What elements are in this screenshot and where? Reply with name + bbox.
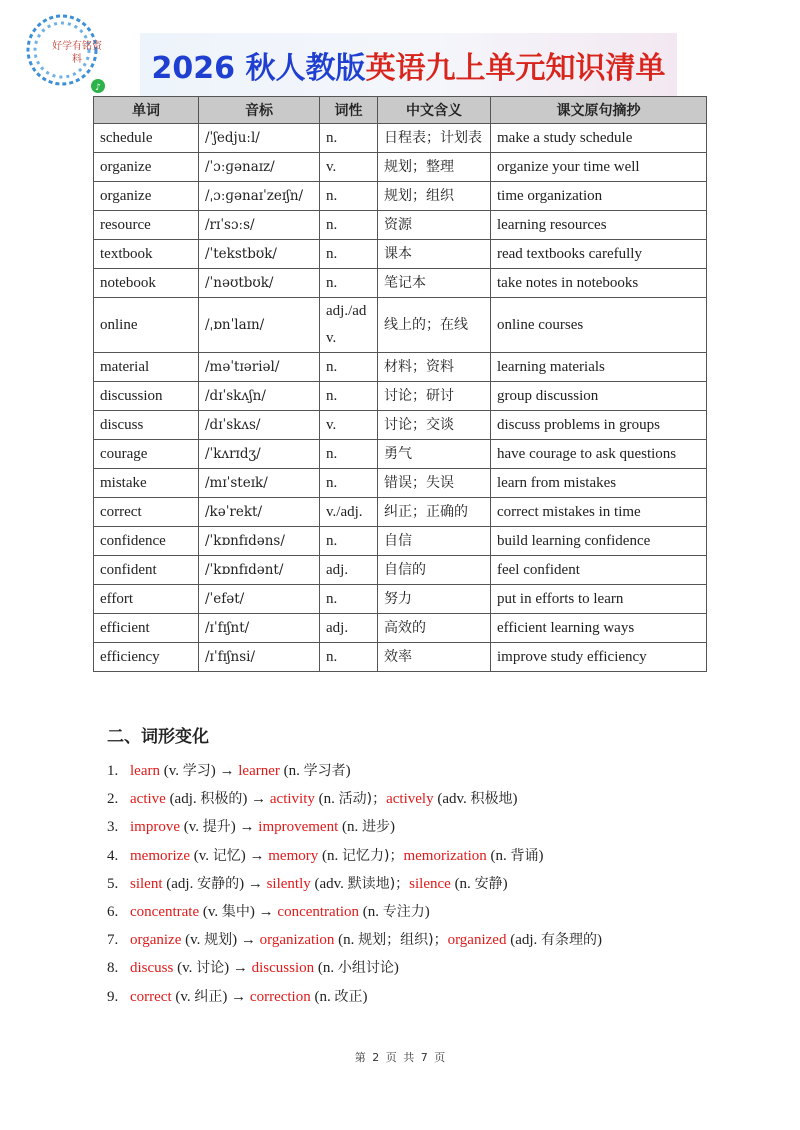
word-form-note: 规划 [204, 932, 233, 949]
table-row [94, 498, 707, 527]
table-row [94, 527, 707, 556]
word-form-term: discuss [130, 960, 174, 977]
word-cell: confident [94, 556, 199, 585]
table-row [94, 240, 707, 269]
pos-cell: n. [320, 182, 378, 211]
title-part-3: 单元知识清单 [485, 51, 666, 86]
page-title [152, 43, 666, 87]
example-cell: read textbooks carefully [491, 240, 707, 269]
phonetic-cell: /ɪˈfɪʃnsi/ [199, 643, 320, 672]
word-cell: efficient [94, 614, 199, 643]
word-cell: notebook [94, 269, 199, 298]
title-part-1: 2026 秋人教版 [151, 51, 366, 86]
meaning-cell: 讨论；交谈 [378, 411, 491, 440]
word-form-term: active [130, 791, 166, 808]
word-form-note: (adj. [162, 875, 198, 892]
phonetic-cell: /rɪˈsɔːs/ [199, 211, 320, 240]
word-form-term: memorization [403, 847, 487, 864]
word-form-note: ) [538, 847, 544, 864]
meaning-cell: 错误；失误 [378, 469, 491, 498]
list-item-number: 4. [107, 847, 119, 864]
list-item-number: 3. [107, 819, 119, 836]
list-item [107, 983, 747, 1011]
meaning-cell: 自信 [378, 527, 491, 556]
pos-cell: adj. [320, 556, 378, 585]
word-form-note: 规划；组织 [358, 932, 429, 949]
word-form-note: 安静 [474, 875, 503, 892]
phonetic-cell: /ˈʃedjuːl/ [199, 124, 320, 153]
phonetic-cell: /ˈkɒnfɪdənt/ [199, 556, 320, 585]
pos-cell: n. [320, 269, 378, 298]
list-item-number: 6. [107, 903, 119, 920]
list-item [107, 926, 747, 954]
word-form-note: (n. [338, 819, 363, 836]
word-cell: textbook [94, 240, 199, 269]
word-form-term: organization [259, 932, 335, 949]
example-cell: make a study schedule [491, 124, 707, 153]
word-form-note: (adv. [433, 791, 471, 808]
table-row [94, 643, 707, 672]
word-form-note: )； [384, 847, 404, 864]
word-form-term: learner [238, 763, 280, 779]
word-form-note: (n. [279, 763, 304, 779]
word-form-note: 提升 [202, 819, 231, 836]
word-form-term: improvement [258, 819, 339, 836]
pos-cell: v. [320, 153, 378, 182]
word-form-note: (v. [189, 847, 213, 864]
phonetic-cell: /ˈefət/ [199, 585, 320, 614]
word-form-note: (v. [181, 932, 205, 949]
word-form-note: 积极的 [200, 791, 243, 808]
word-form-note: 背诵 [510, 847, 539, 864]
title-banner [140, 33, 677, 97]
word-cell: discussion [94, 382, 199, 411]
word-form-note: 改正 [334, 988, 363, 1005]
word-form-note: 记忆 [212, 847, 241, 864]
word-cell: efficiency [94, 643, 199, 672]
meaning-cell: 日程表；计划表 [378, 124, 491, 153]
word-form-term: memorize [130, 847, 190, 864]
word-form-term: improve [130, 819, 180, 836]
word-form-note: )； [389, 875, 410, 892]
example-cell: have courage to ask questions [491, 440, 707, 469]
word-form-note: 活动 [338, 791, 367, 808]
word-cell: organize [94, 153, 199, 182]
word-form-term: silence [409, 875, 451, 892]
word-form-term: organize [130, 932, 182, 949]
table-row [94, 298, 707, 353]
word-form-note: (adj. [165, 791, 201, 808]
word-form-note: 记忆力 [342, 847, 385, 864]
table-row [94, 211, 707, 240]
word-cell: schedule [94, 124, 199, 153]
word-form-note: ) → [224, 960, 252, 977]
list-item-number: 8. [107, 960, 119, 977]
word-form-note: (v. [199, 903, 222, 920]
pos-cell: n. [320, 527, 378, 556]
header-word: 单词 [94, 97, 199, 124]
list-item-number: 2. [107, 791, 119, 808]
word-cell: discuss [94, 411, 199, 440]
word-form-term: concentrate [130, 903, 200, 920]
word-cell: online [94, 298, 199, 353]
list-item [107, 842, 747, 870]
word-form-note: (n. [334, 932, 359, 949]
pos-cell: n. [320, 353, 378, 382]
phonetic-cell: /ɪˈfɪʃnt/ [199, 614, 320, 643]
example-cell: put in efforts to learn [491, 585, 707, 614]
phonetic-cell: /ˈkɒnfɪdəns/ [199, 527, 320, 556]
word-cell: correct [94, 498, 199, 527]
logo [16, 8, 116, 94]
example-cell: improve study efficiency [491, 643, 707, 672]
word-form-note: ) [502, 875, 508, 892]
list-item [107, 954, 747, 982]
meaning-cell: 勇气 [378, 440, 491, 469]
example-cell: online courses [491, 298, 707, 353]
word-form-note: ) → [239, 875, 267, 892]
vocabulary-table [93, 96, 707, 672]
word-form-note: )； [428, 932, 448, 949]
word-form-note: 默读地 [347, 875, 390, 892]
word-form-term: memory [268, 847, 319, 864]
word-cell: organize [94, 182, 199, 211]
table-row [94, 585, 707, 614]
phonetic-cell: /ˌɒnˈlaɪn/ [199, 298, 320, 353]
meaning-cell: 规划；整理 [378, 153, 491, 182]
word-form-term: organized [447, 932, 507, 949]
meaning-cell: 自信的 [378, 556, 491, 585]
example-cell: build learning confidence [491, 527, 707, 556]
example-cell: group discussion [491, 382, 707, 411]
phonetic-cell: /mɪˈsteɪk/ [199, 469, 320, 498]
word-form-term: concentration [277, 903, 360, 920]
word-form-note: ) [512, 791, 518, 808]
word-form-note: 纠正 [194, 988, 223, 1005]
example-cell: feel confident [491, 556, 707, 585]
word-form-term: actively [386, 791, 434, 808]
list-item-number: 5. [107, 875, 119, 892]
table-row [94, 469, 707, 498]
word-form-note: ) [393, 960, 399, 977]
word-form-term: correction [249, 988, 311, 1005]
example-cell: organize your time well [491, 153, 707, 182]
table-row [94, 124, 707, 153]
header-meaning: 中文含义 [378, 97, 491, 124]
svg-text:♪: ♪ [95, 83, 101, 93]
table-row [94, 153, 707, 182]
word-form-note: (n. [310, 988, 335, 1005]
pos-cell: n. [320, 382, 378, 411]
example-cell: learning materials [491, 353, 707, 382]
phonetic-cell: /dɪˈskʌʃn/ [199, 382, 320, 411]
pos-cell: n. [320, 440, 378, 469]
word-form-note: (adv. [310, 875, 348, 892]
phonetic-cell: /ˌɔːɡənaɪˈzeɪʃn/ [199, 182, 320, 211]
example-cell: correct mistakes in time [491, 498, 707, 527]
word-form-note: ) [362, 988, 368, 1005]
phonetic-cell: /kəˈrekt/ [199, 498, 320, 527]
list-item-number: 9. [107, 988, 119, 1005]
pos-cell: n. [320, 643, 378, 672]
phonetic-cell: /ˈɔːɡənaɪz/ [199, 153, 320, 182]
phonetic-cell: /dɪˈskʌs/ [199, 411, 320, 440]
table-row [94, 440, 707, 469]
phonetic-cell: /ˈtekstbʊk/ [199, 240, 320, 269]
logo-text: 好学有铭资料 [52, 41, 102, 65]
word-cell: courage [94, 440, 199, 469]
word-form-note: ) → [240, 847, 269, 864]
word-cell: resource [94, 211, 199, 240]
header-example: 课文原句摘抄 [491, 97, 707, 124]
word-form-term: silent [130, 875, 163, 892]
pos-cell: n. [320, 124, 378, 153]
word-form-note: 积极地 [470, 791, 513, 808]
word-form-note: 专注力 [382, 903, 425, 920]
example-cell: learn from mistakes [491, 469, 707, 498]
header-pos: 词性 [320, 97, 378, 124]
phonetic-cell: /ˈkʌrɪdʒ/ [199, 440, 320, 469]
list-item-number: 1. [107, 763, 119, 779]
word-form-note: ) → [222, 988, 250, 1005]
word-form-note: ) [390, 819, 396, 836]
table-row [94, 614, 707, 643]
word-form-note: ) [345, 763, 351, 779]
word-form-note: ) → [232, 932, 260, 949]
word-form-note: 学习者 [303, 763, 346, 779]
pos-cell: v./adj. [320, 498, 378, 527]
pos-cell: n. [320, 211, 378, 240]
word-form-note: (n. [314, 791, 339, 808]
section-title-word-forms: 二、词形变化 [107, 727, 209, 747]
example-cell: discuss problems in groups [491, 411, 707, 440]
table-body [94, 124, 707, 672]
word-form-term: learn [130, 763, 160, 779]
example-cell: learning resources [491, 211, 707, 240]
meaning-cell: 努力 [378, 585, 491, 614]
word-form-note: )； [366, 791, 387, 808]
meaning-cell: 讨论；研讨 [378, 382, 491, 411]
title-part-2: 英语九上 [365, 51, 486, 86]
word-form-note: (n. [450, 875, 475, 892]
word-form-note: (n. [318, 847, 343, 864]
word-cell: mistake [94, 469, 199, 498]
phonetic-cell: /ˈnəʊtbʊk/ [199, 269, 320, 298]
meaning-cell: 效率 [378, 643, 491, 672]
meaning-cell: 资源 [378, 211, 491, 240]
word-form-term: correct [130, 988, 172, 1005]
word-form-note: (v. [159, 763, 183, 779]
pos-cell: n. [320, 585, 378, 614]
meaning-cell: 课本 [378, 240, 491, 269]
word-cell: material [94, 353, 199, 382]
meaning-cell: 规划；组织 [378, 182, 491, 211]
word-form-note: ) → [249, 903, 278, 920]
word-form-note: (adj. [506, 932, 542, 949]
table-row [94, 353, 707, 382]
list-item [107, 898, 747, 926]
list-item-number: 7. [107, 932, 119, 949]
pos-cell: n. [320, 469, 378, 498]
word-form-note: (n. [314, 960, 338, 977]
meaning-cell: 高效的 [378, 614, 491, 643]
word-form-note: 讨论 [196, 960, 225, 977]
word-form-term: discussion [251, 960, 315, 977]
meaning-cell: 线上的；在线 [378, 298, 491, 353]
pos-cell: adj./adv. [320, 298, 378, 353]
word-form-note: ) [424, 903, 430, 920]
word-form-note: (v. [180, 819, 203, 836]
list-item [107, 785, 747, 813]
meaning-cell: 纠正；正确的 [378, 498, 491, 527]
word-form-note: ) [597, 932, 603, 949]
pos-cell: n. [320, 240, 378, 269]
header-phonetic: 音标 [199, 97, 320, 124]
word-form-note: (v. [173, 960, 197, 977]
pos-cell: adj. [320, 614, 378, 643]
word-form-note: (n. [486, 847, 511, 864]
example-cell: take notes in notebooks [491, 269, 707, 298]
table-header-row [94, 97, 707, 124]
word-form-note: 安静的 [197, 875, 240, 892]
word-form-note: 进步 [362, 819, 391, 836]
meaning-cell: 笔记本 [378, 269, 491, 298]
word-cell: confidence [94, 527, 199, 556]
page-footer: 第 2 页 共 7 页 [354, 1051, 446, 1064]
table-row [94, 411, 707, 440]
word-cell: effort [94, 585, 199, 614]
list-item [107, 757, 747, 785]
word-forms-list [107, 757, 747, 1011]
list-item [107, 813, 747, 841]
word-form-term: activity [269, 791, 315, 808]
word-form-term: silently [266, 875, 311, 892]
word-form-note: 集中 [221, 903, 250, 920]
word-form-note: ) → [242, 791, 270, 808]
word-form-note: ) → [230, 819, 259, 836]
word-form-note: (n. [359, 903, 383, 920]
phonetic-cell: /məˈtɪəriəl/ [199, 353, 320, 382]
word-form-note: (v. [171, 988, 195, 1005]
table-row [94, 382, 707, 411]
example-cell: efficient learning ways [491, 614, 707, 643]
pos-cell: v. [320, 411, 378, 440]
word-form-note: ) → [210, 763, 239, 779]
word-form-note: 学习 [182, 763, 211, 779]
list-item [107, 870, 747, 898]
meaning-cell: 材料；资料 [378, 353, 491, 382]
word-form-note: 有条理的 [541, 932, 598, 949]
table-row [94, 556, 707, 585]
example-cell: time organization [491, 182, 707, 211]
word-form-note: 小组讨论 [337, 960, 394, 977]
table-row [94, 182, 707, 211]
table-row [94, 269, 707, 298]
